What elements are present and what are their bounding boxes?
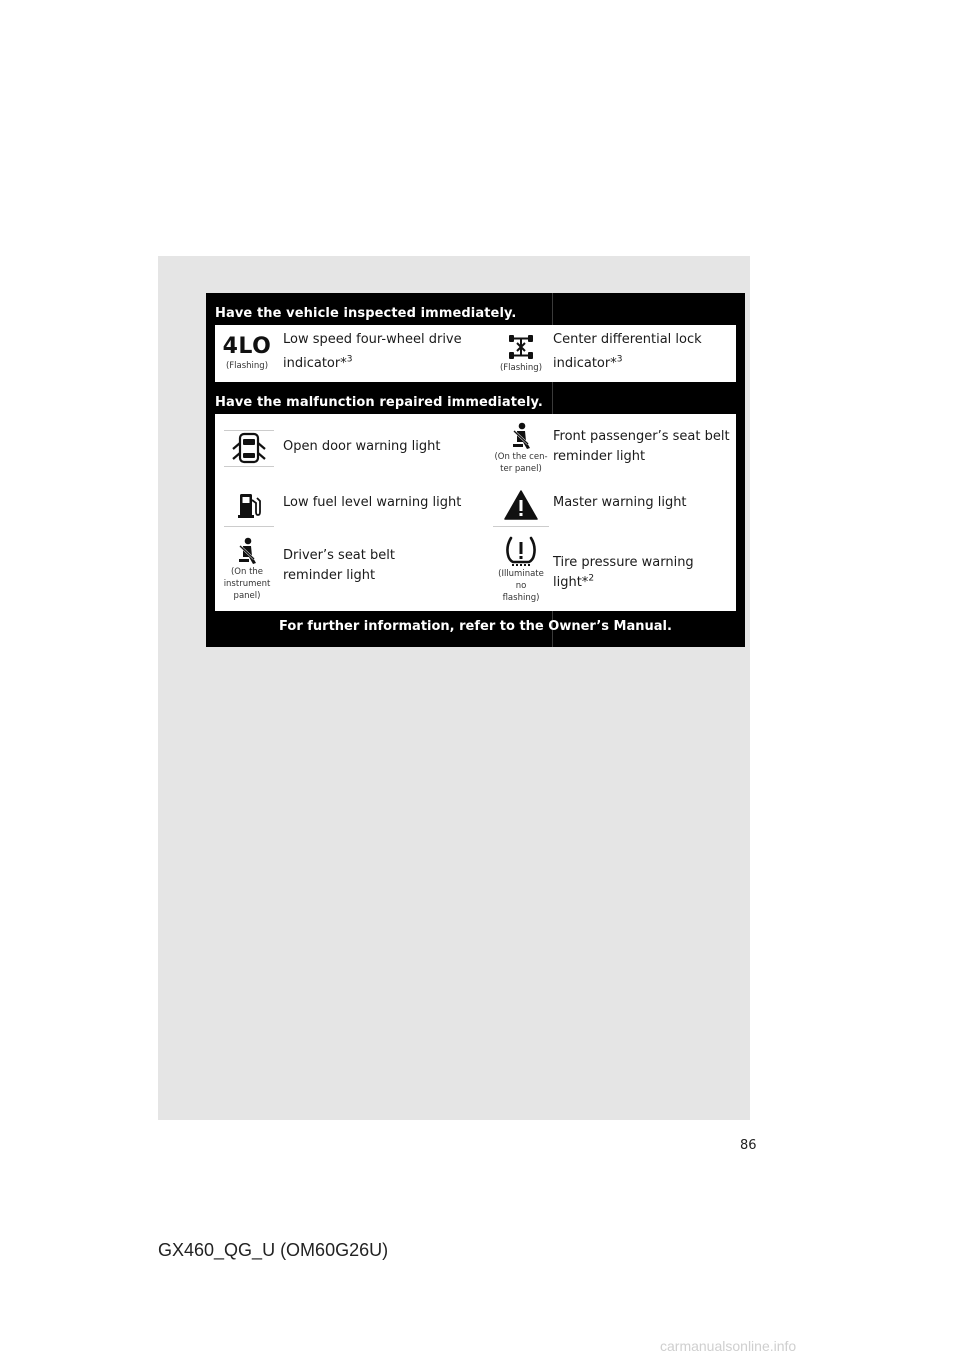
tire-pressure-icon-cell <box>493 528 549 611</box>
icon-caption <box>493 568 549 604</box>
center-diff-label <box>553 330 702 374</box>
center-diff-lock-icon <box>506 333 536 361</box>
front-passenger-belt-icon-cell <box>493 414 549 482</box>
icon-caption: (Flashing) <box>499 363 543 373</box>
caption-line: (Illuminate no <box>498 569 544 591</box>
tire-pressure-label <box>553 553 736 593</box>
caption-line: (On the <box>230 567 264 577</box>
footnote-marker: 3 <box>616 354 623 365</box>
low-fuel-icon-cell <box>224 482 274 528</box>
label-line: Low speed four-wheel drive <box>283 332 462 347</box>
footnote-marker: 3 <box>346 354 353 365</box>
driver-belt-label <box>283 546 395 586</box>
caption-line: (On the cen- <box>494 451 548 462</box>
icon-separator <box>224 526 274 527</box>
repair-section-header: Have the malfunction repaired immediately. <box>215 395 543 410</box>
label-line: Driver’s seat belt <box>283 548 395 563</box>
label-line: Center differential lock <box>553 332 702 347</box>
caption-line: panel) <box>233 591 261 601</box>
repair-row-2 <box>215 482 736 528</box>
watermark: carmanualsonline.info <box>660 1338 797 1354</box>
caption-line: ter panel) <box>500 463 542 474</box>
label-line: reminder light <box>553 449 646 464</box>
repair-band <box>215 414 736 611</box>
caption-line: instrument <box>223 579 271 589</box>
label-line: indicator* <box>283 356 347 371</box>
fuel-pump-icon <box>235 491 263 519</box>
owners-manual-note: For further information, refer to the Owner’s Manual. <box>279 619 672 634</box>
label-line: reminder light <box>283 568 376 583</box>
label-line: Tire pressure warning light* <box>553 555 694 590</box>
seatbelt-icon <box>236 537 258 565</box>
low-speed-4wd-label <box>283 330 462 374</box>
master-warning-icon-cell <box>493 482 549 528</box>
low-fuel-label: Low fuel level warning light <box>283 495 462 510</box>
icon-separator <box>493 526 549 527</box>
4lo-icon: 4LO <box>222 334 272 359</box>
open-door-icon <box>229 431 269 465</box>
inspect-band <box>215 325 736 382</box>
icon-caption: (Flashing) <box>225 361 269 371</box>
page-number: 86 <box>740 1138 757 1153</box>
caption-line: flashing) <box>502 593 540 603</box>
icon-caption <box>494 451 547 475</box>
driver-belt-icon-cell <box>219 528 275 611</box>
master-warning-icon <box>504 490 538 520</box>
low-speed-4wd-icon-cell <box>219 325 275 382</box>
icon-caption <box>224 566 271 602</box>
master-warning-label: Master warning light <box>553 495 687 510</box>
center-diff-icon-cell <box>493 325 549 382</box>
label-line: Front passenger’s seat belt <box>553 429 730 444</box>
warning-lights-box <box>206 293 745 647</box>
footnote-marker: 2 <box>588 573 595 584</box>
repair-row-1 <box>215 414 736 482</box>
document-code: GX460_QG_U (OM60G26U) <box>158 1240 389 1260</box>
open-door-label: Open door warning light <box>283 439 441 454</box>
tire-pressure-icon <box>503 535 539 567</box>
front-passenger-belt-label <box>553 427 730 467</box>
repair-row-3 <box>215 528 736 611</box>
seatbelt-icon <box>510 422 532 450</box>
icon-separator <box>224 466 274 467</box>
label-line: indicator* <box>553 356 617 371</box>
icon-separator <box>224 430 274 431</box>
open-door-icon-cell <box>224 414 274 482</box>
inspect-section-header: Have the vehicle inspected immediately. <box>215 306 517 321</box>
